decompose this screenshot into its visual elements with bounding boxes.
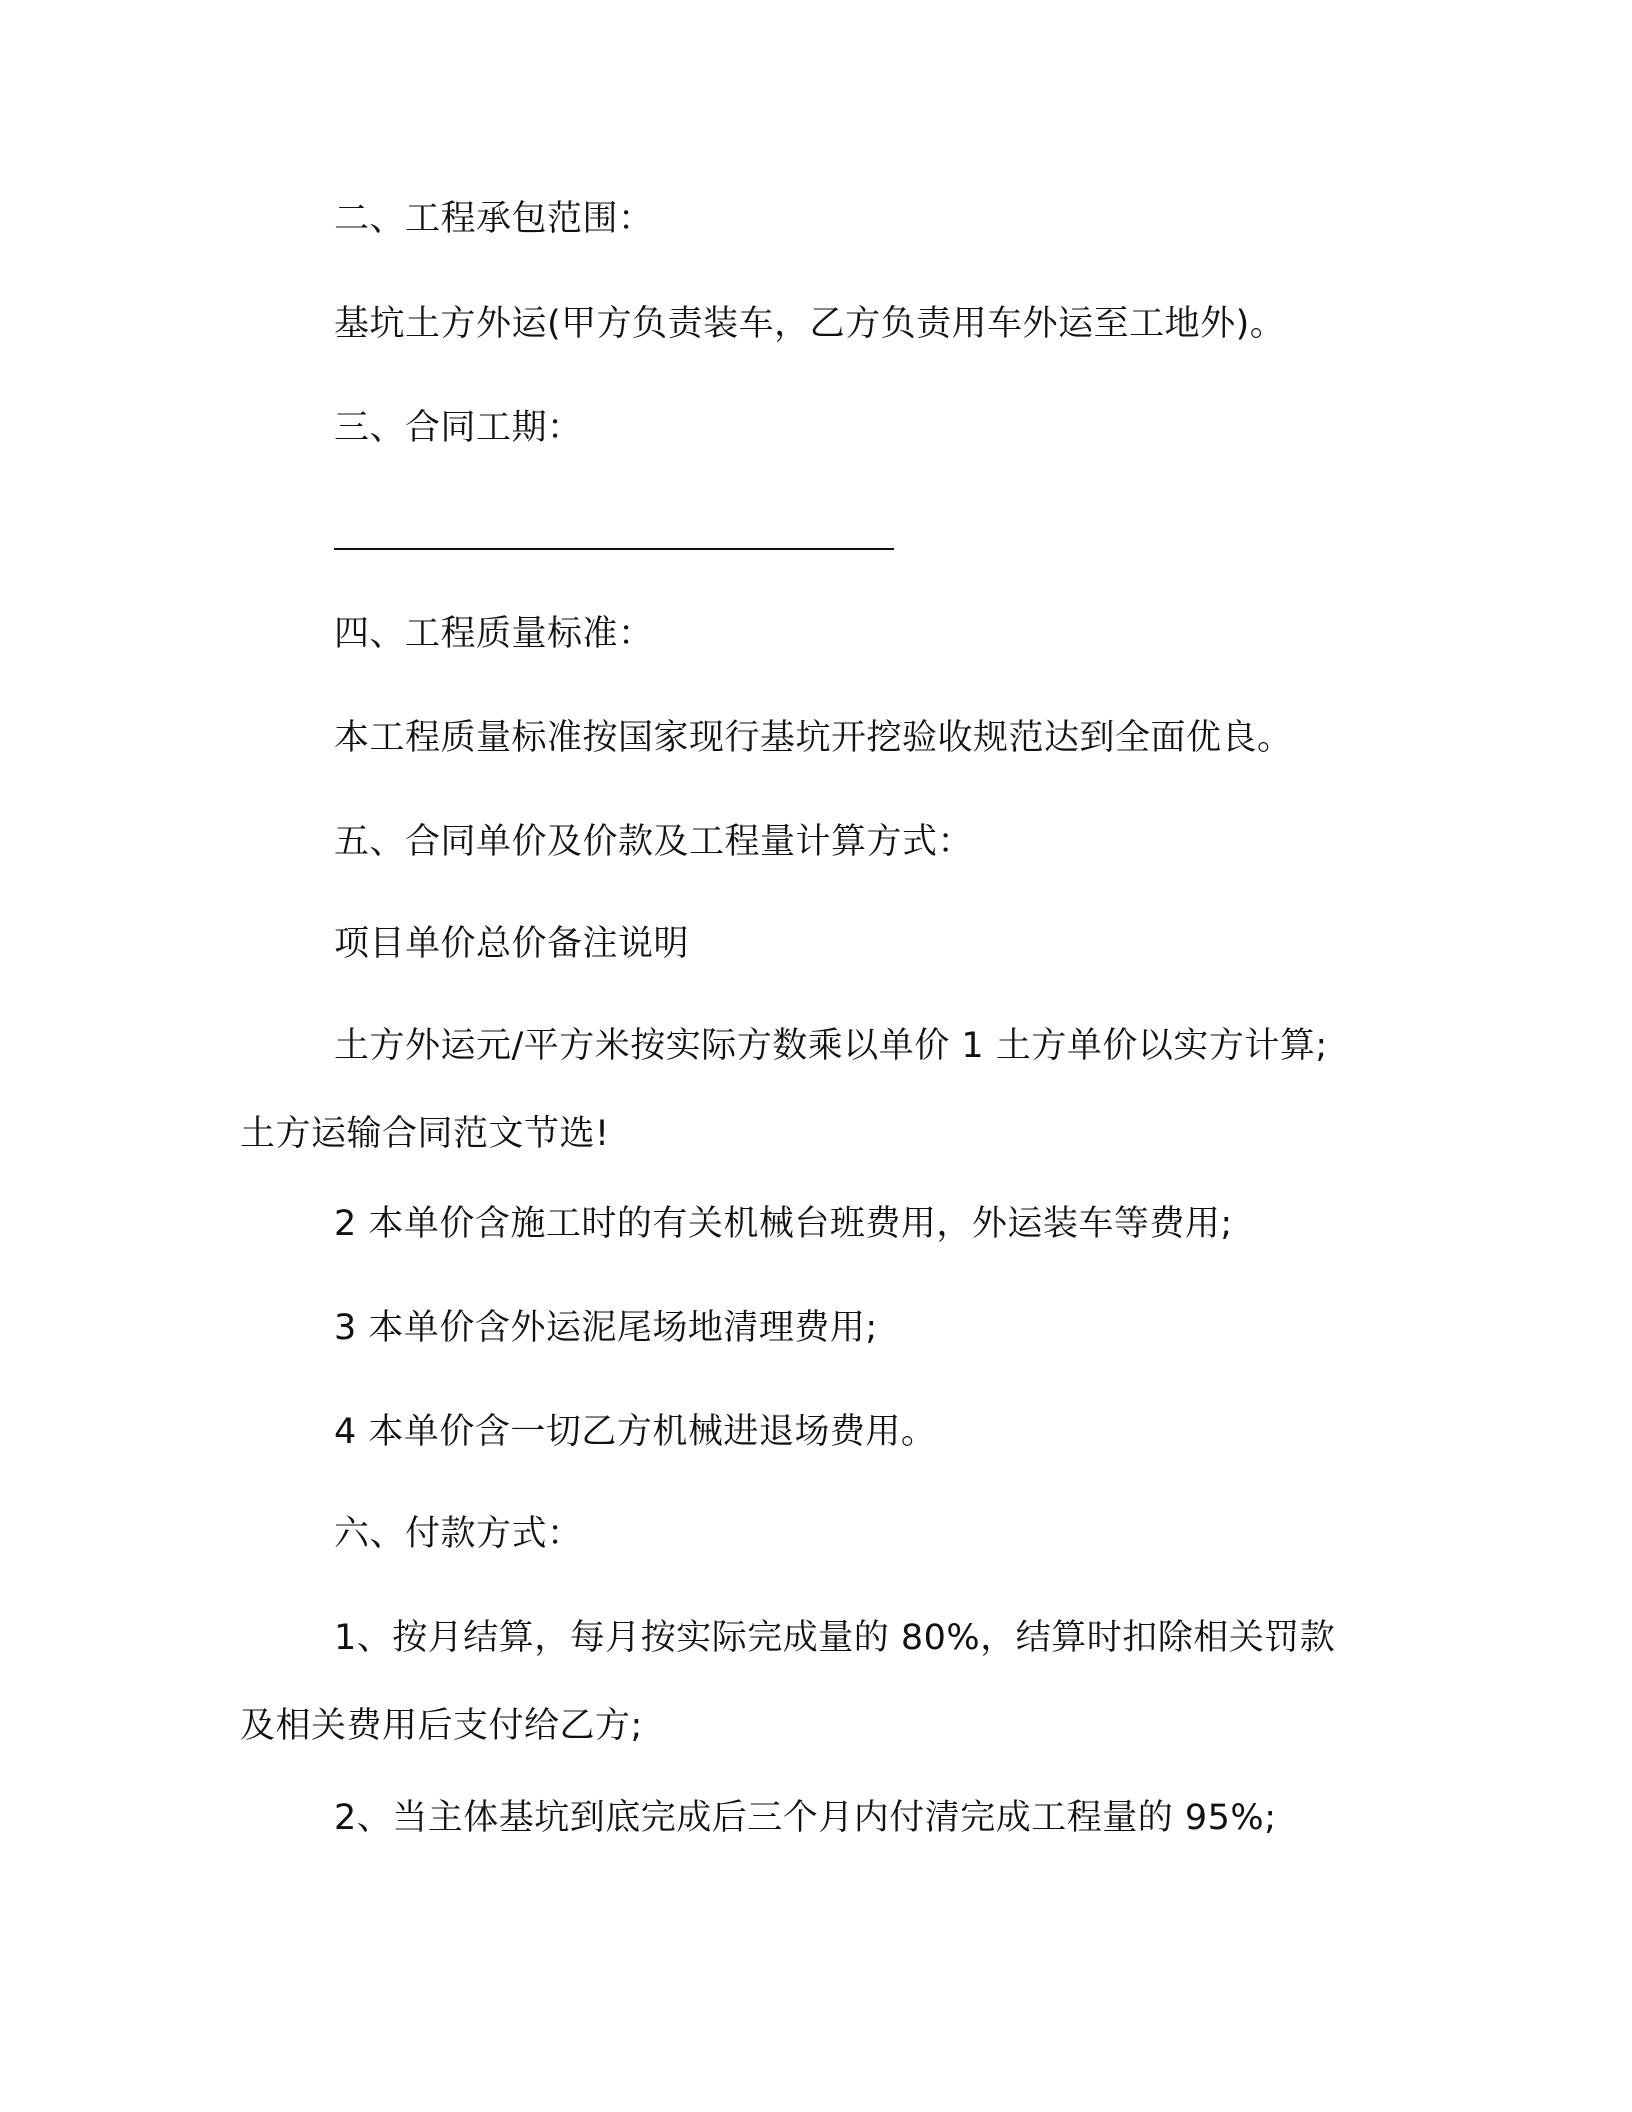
price-table-header: 项目单价总价备注说明 [334,924,690,964]
payment-term-2: 2、当主体基坑到底完成后三个月内付清完成工程量的 95%; [334,1798,1277,1838]
section-5-heading: 五、合同单价及价款及工程量计算方式： [334,822,974,862]
payment-term-1: 1、按月结算，每月按实际完成量的 80%，结算时扣除相关罚款及相关费用后支付给乙方; [240,1618,1336,1746]
section-2-body: 基坑土方外运(甲方负责装车，乙方负责用车外运至工地外)。 [334,304,1286,344]
price-item-3: 3 本单价含外运泥尾场地清理费用; [334,1308,878,1348]
section-4-heading: 四、工程质量标准： [334,614,654,654]
price-item-1: 土方外运元/平方米按实际方数乘以单价 1 土方单价以实方计算; 土方运输合同范文节选! [240,1026,1328,1154]
section-6-heading: 六、付款方式： [334,1514,583,1554]
section-4-body: 本工程质量标准按国家现行基坑开挖验收规范达到全面优良。 [334,718,1293,758]
section-3-heading: 三、合同工期： [334,408,583,448]
contract-period-blank-line [334,548,894,550]
section-2-heading: 二、工程承包范围： [334,199,654,239]
price-item-2: 2 本单价含施工时的有关机械台班费用，外运装车等费用; [334,1204,1233,1244]
price-item-4: 4 本单价含一切乙方机械进退场费用。 [334,1412,937,1452]
